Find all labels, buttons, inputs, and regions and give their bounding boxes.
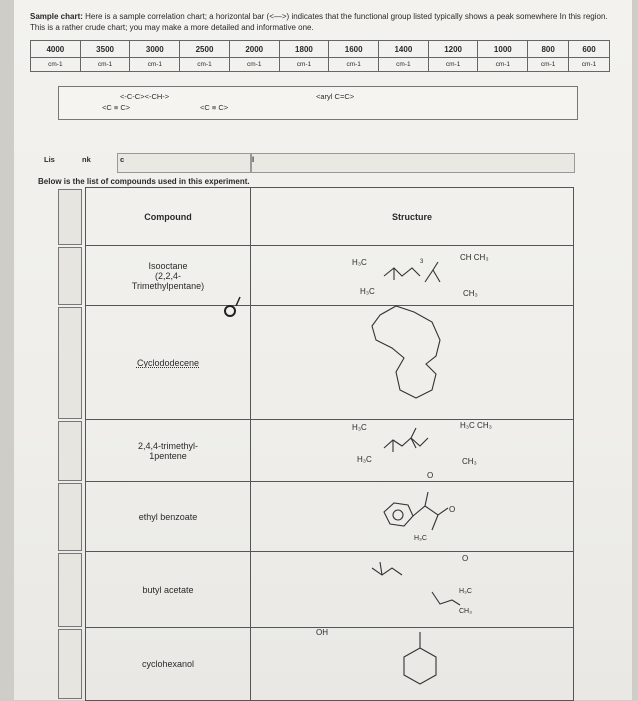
table-row	[86, 420, 574, 482]
row-checkbox[interactable]	[58, 629, 82, 699]
trimethylpentene-h3c-top: H₃C	[352, 423, 367, 432]
isooctane-h3c-bottom: H₃C	[360, 287, 375, 296]
wavenumber-row	[31, 41, 610, 58]
wavenumber-cell: 2500	[180, 41, 230, 58]
wavenumber-cell: 600	[569, 41, 610, 58]
row-checkbox[interactable]	[58, 421, 82, 481]
unit-cell: cm-1	[428, 58, 478, 72]
structure-cell	[251, 552, 574, 628]
compound-name: ethyl benzoate	[86, 482, 251, 552]
row-checkbox[interactable]	[58, 553, 82, 627]
intro-text: Here is a sample correlation chart; a horizontal bar (<—>) indicates that the functional group listed typically shows a peak somewhere In this region. This is a rather crude chart; you may make a more detailed and informative one.	[30, 12, 608, 32]
isooctane-locant: 3	[420, 259, 424, 265]
table-row	[86, 306, 574, 420]
butyl-acetate-h3c: H₃C	[459, 588, 472, 595]
answer-box-1[interactable]	[117, 153, 251, 173]
answer-box-2[interactable]	[251, 153, 575, 173]
unit-cell: cm-1	[279, 58, 329, 72]
unit-cell: cm-1	[80, 58, 130, 72]
structure-cell	[251, 246, 574, 306]
unit-cell: cm-1	[528, 58, 569, 72]
wavenumber-cell: 800	[528, 41, 569, 58]
fragment-label-c: c	[120, 155, 125, 164]
table-row	[86, 482, 574, 552]
structure-header: Structure	[251, 188, 574, 246]
structure-cell	[251, 306, 574, 420]
unit-cell: cm-1	[329, 58, 379, 72]
wavenumber-cell: 1000	[478, 41, 528, 58]
fragment-label-b: nk	[82, 155, 91, 164]
row-checkbox[interactable]	[58, 247, 82, 305]
wavenumber-cell: 3000	[130, 41, 180, 58]
butyl-acetate-oxygen: O	[462, 554, 469, 563]
table-header-row	[86, 188, 574, 246]
intro-paragraph	[30, 11, 620, 33]
compound-header: Compound	[86, 188, 251, 246]
ch-bar-label: <-C-C><-CH->	[120, 92, 170, 101]
wavenumber-cell: 1200	[428, 41, 478, 58]
wavenumber-cell: 1400	[379, 41, 429, 58]
compound-name: Isooctane (2,2,4- Trimethylpentane)	[86, 246, 251, 306]
trimethylpentene-h3c-bottom: H₃C	[357, 455, 372, 464]
wavenumber-cell: 1600	[329, 41, 379, 58]
wavenumber-cell: 3500	[80, 41, 130, 58]
unit-cell: cm-1	[130, 58, 180, 72]
unit-row	[31, 58, 610, 72]
structure-cell	[251, 628, 574, 701]
isooctane-ch-ch3: CH CH₃	[460, 253, 489, 262]
structure-cell	[251, 420, 574, 482]
unit-cell: cm-1	[379, 58, 429, 72]
table-row	[86, 552, 574, 628]
row-checkbox[interactable]	[58, 189, 82, 245]
cyclohexanol-oh: OH	[316, 628, 328, 637]
unit-cell: cm-1	[569, 58, 610, 72]
unit-cell: cm-1	[478, 58, 528, 72]
row-checkbox[interactable]	[58, 483, 82, 551]
unit-cell: cm-1	[31, 58, 81, 72]
compound-list-caption: Below is the list of compounds used in this experiment.	[38, 177, 250, 186]
compound-name: Cyclododecene	[86, 306, 251, 420]
butyl-acetate-ch3: CH₃	[459, 608, 472, 615]
intro-heading: Sample chart:	[30, 12, 83, 21]
trimethylpentene-ch3: CH₃	[462, 457, 477, 466]
compound-name: cyclohexanol	[86, 628, 251, 701]
ethyl-benzoate-h3c: H₃C	[414, 535, 427, 542]
fragment-label-d: l	[252, 155, 255, 164]
wavenumber-cell: 4000	[31, 41, 81, 58]
table-row	[86, 628, 574, 701]
trimethylpentene-h3c-ch3: H₃C CH₃	[460, 421, 492, 430]
fragment-label-a: Lis	[44, 155, 55, 164]
unit-cell: cm-1	[180, 58, 230, 72]
triple-bond-bar-label-1: <C ≡ C>	[102, 103, 131, 112]
ethyl-benzoate-oxygen: O	[449, 505, 456, 514]
wavenumber-cell: 1800	[279, 41, 329, 58]
table-row	[86, 246, 574, 306]
wavenumber-table	[30, 40, 610, 72]
compound-name: 2,4,4-trimethyl- 1pentene	[86, 420, 251, 482]
compound-name: butyl acetate	[86, 552, 251, 628]
triple-bond-bar-label-2: <C ≡ C>	[200, 103, 229, 112]
wavenumber-cell: 2000	[229, 41, 279, 58]
aryl-bar-label: <aryl C=C>	[316, 92, 355, 101]
row-checkbox[interactable]	[58, 307, 82, 419]
unit-cell: cm-1	[229, 58, 279, 72]
isooctane-ch3: CH₃	[463, 289, 478, 298]
ethyl-benzoate-oxygen-top: O	[427, 471, 434, 480]
compound-table	[85, 187, 574, 701]
isooctane-h3c-top: H₃C	[352, 258, 367, 267]
structure-cell	[251, 482, 574, 552]
